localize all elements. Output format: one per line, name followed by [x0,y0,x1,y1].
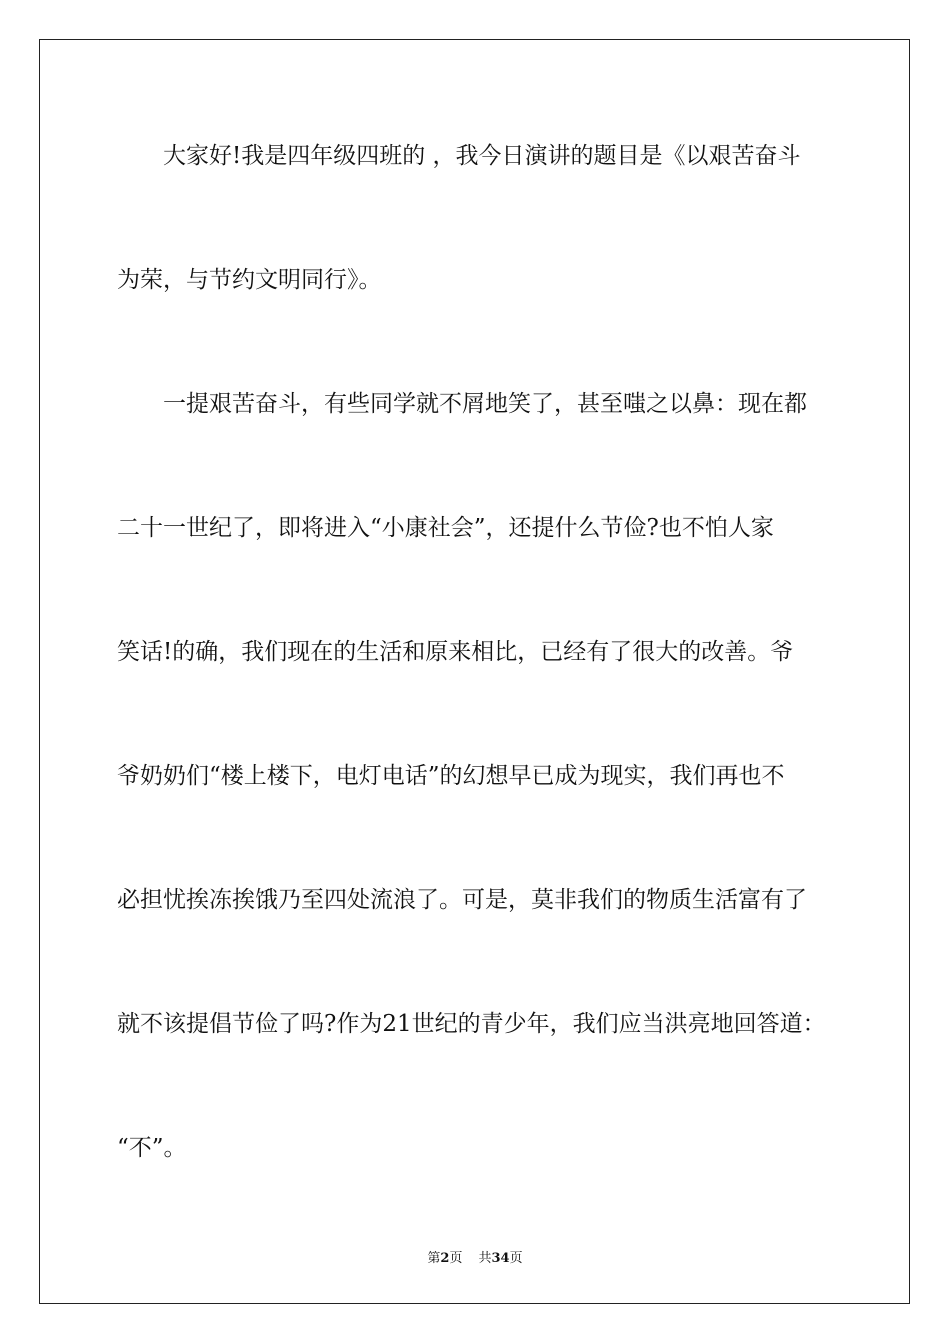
document-body [117,125,833,1241]
text-line: 爷奶奶们“楼上楼下，电灯电话”的幻想早已成为现实，我们再也不 [117,763,785,789]
total-suffix: 页 [509,1251,523,1266]
text-line: 一提艰苦奋斗，有些同学就不屑地笑了，甚至嗤之以鼻：现在都 [163,391,807,417]
text-line: 就不该提倡节俭了吗?作为21世纪的青少年，我们应当洪亮地回答道： [117,1011,826,1037]
paragraph-1 [117,125,833,373]
total-prefix: 共 [478,1251,492,1266]
text-line: 为荣，与节约文明同行》。 [117,267,382,293]
total-pages: 34 [491,1251,510,1266]
paragraph-2 [117,373,833,1241]
text-line: “不”。 [117,1135,187,1161]
page-suffix: 页 [449,1251,463,1266]
text-line: 必担忧挨冻挨饿乃至四处流浪了。可是，莫非我们的物质生活富有了 [117,887,807,913]
text-line: 大家好!我是四年级四班的 ，我今日演讲的题目是《以艰苦奋斗 [163,143,801,169]
page-prefix: 第 [427,1251,441,1266]
text-line: 笑话!的确，我们现在的生活和原来相比，已经有了很大的改善。爷 [117,639,794,665]
page-footer [0,1247,950,1266]
text-line: 二十一世纪了，即将进入“小康社会”，还提什么节俭?也不怕人家 [117,515,774,541]
page-number: 2 [440,1251,450,1266]
